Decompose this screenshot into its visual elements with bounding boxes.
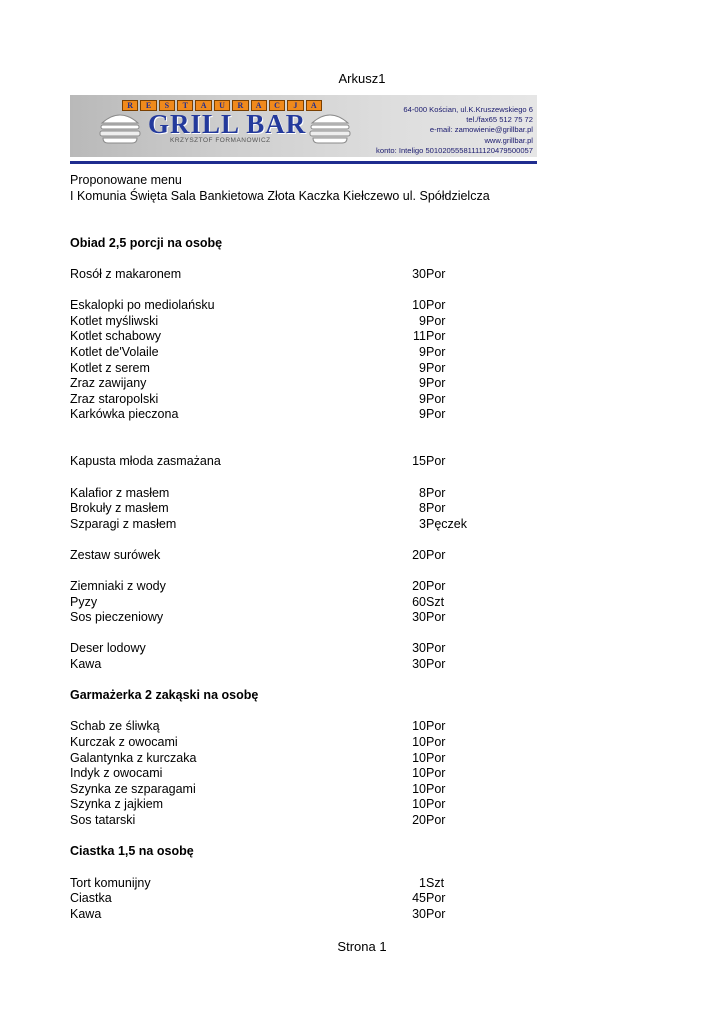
section-heading: Garmażerka 2 zakąski na osobę	[70, 688, 259, 702]
item-unit: Por	[426, 751, 446, 765]
item-unit: Por	[426, 891, 446, 905]
item-unit: Por	[426, 782, 446, 796]
item-name: Zestaw surówek	[70, 548, 161, 562]
intro-line-1: Proponowane menu	[70, 173, 182, 187]
burger-icon	[308, 109, 352, 145]
contact-website: www.grillbar.pl	[484, 135, 533, 145]
item-unit: Por	[426, 548, 446, 562]
item-name: Zraz zawijany	[70, 376, 147, 390]
contact-address: 64-000 Kościan, ul.K.Kruszewskiego 6	[403, 105, 533, 114]
banner-letter: R	[122, 100, 138, 111]
contact-block	[376, 105, 533, 156]
item-unit: Por	[426, 657, 446, 671]
item-name: Kurczak z owocami	[70, 735, 178, 749]
contact-account: konto: Inteligo 50102055581111120479500057	[376, 145, 533, 155]
item-name: Galantynka z kurczaka	[70, 751, 197, 765]
item-name: Szynka ze szparagami	[70, 782, 196, 796]
owner-name: KRZYSZTOF FORMANOWICZ	[170, 137, 271, 144]
item-qty: 20	[412, 548, 426, 562]
item-unit: Por	[426, 486, 446, 500]
item-name: Sos pieczeniowy	[70, 610, 164, 624]
intro-line-2: I Komunia Święta Sala Bankietowa Złota Kaczka Kiełczewo ul. Spółdzielcza	[70, 189, 490, 203]
item-qty: 30	[412, 610, 426, 624]
item-qty: 20	[412, 579, 426, 593]
item-name: Eskalopki po mediolańsku	[70, 298, 215, 312]
item-unit: Por	[426, 454, 446, 468]
item-qty: 30	[412, 641, 426, 655]
item-qty: 10	[412, 735, 426, 749]
item-unit: Por	[426, 376, 446, 390]
item-qty: 9	[419, 407, 426, 421]
item-qty: 9	[419, 345, 426, 359]
banner-letter: A	[306, 100, 322, 111]
item-name: Indyk z owocami	[70, 766, 163, 780]
header-divider	[70, 161, 537, 164]
banner-letter: E	[140, 100, 156, 111]
item-qty: 15	[412, 454, 426, 468]
item-name: Ciastka	[70, 891, 112, 905]
item-unit: Por	[426, 735, 446, 749]
contact-phone: tel./fax65 512 75 72	[466, 115, 533, 125]
item-unit: Szt	[426, 595, 445, 609]
sheet-title: Arkusz1	[338, 71, 386, 86]
banner-letter: C	[269, 100, 285, 111]
item-name: Szparagi z masłem	[70, 517, 177, 531]
item-name: Brokuły z masłem	[70, 501, 169, 515]
item-unit: Por	[426, 610, 446, 624]
item-qty: 10	[412, 797, 426, 811]
item-unit: Pęczek	[426, 517, 467, 531]
letterhead	[70, 95, 537, 157]
item-qty: 3	[419, 517, 426, 531]
item-unit: Por	[426, 392, 446, 406]
item-qty: 20	[412, 813, 426, 827]
burger-icon	[98, 109, 142, 145]
item-name: Kawa	[70, 657, 102, 671]
page-footer: Strona 1	[337, 939, 387, 954]
item-unit: Szt	[426, 876, 445, 890]
item-unit: Por	[426, 407, 446, 421]
item-qty: 8	[419, 501, 426, 515]
item-qty: 45	[412, 891, 426, 905]
item-qty: 30	[412, 907, 426, 921]
item-qty: 10	[412, 766, 426, 780]
item-unit: Por	[426, 361, 446, 375]
item-unit: Por	[426, 329, 446, 343]
item-unit: Por	[426, 907, 446, 921]
section-heading: Obiad 2,5 porcji na osobę	[70, 236, 223, 250]
item-qty: 30	[412, 267, 426, 281]
item-qty: 10	[412, 298, 426, 312]
item-name: Kawa	[70, 907, 102, 921]
item-unit: Por	[426, 579, 446, 593]
item-qty: 1	[419, 876, 426, 890]
banner-letter: U	[214, 100, 230, 111]
item-unit: Por	[426, 766, 446, 780]
banner-letter: A	[251, 100, 267, 111]
item-unit: Por	[426, 345, 446, 359]
item-qty: 9	[419, 361, 426, 375]
item-unit: Por	[426, 267, 446, 281]
item-unit: Por	[426, 813, 446, 827]
banner-letter: J	[287, 100, 303, 111]
section-heading: Ciastka 1,5 na osobę	[70, 844, 194, 858]
item-qty: 60	[412, 595, 426, 609]
item-name: Kotlet de'Volaile	[70, 345, 159, 359]
banner-letter: A	[195, 100, 211, 111]
item-unit: Por	[426, 314, 446, 328]
item-qty: 30	[412, 657, 426, 671]
item-qty: 10	[412, 751, 426, 765]
item-name: Karkówka pieczona	[70, 407, 179, 421]
item-name: Ziemniaki z wody	[70, 579, 166, 593]
item-unit: Por	[426, 641, 446, 655]
item-name: Zraz staropolski	[70, 392, 159, 406]
item-name: Schab ze śliwką	[70, 719, 160, 733]
item-name: Pyzy	[70, 595, 98, 609]
item-name: Kalafior z masłem	[70, 486, 170, 500]
item-name: Kapusta młoda zasmażana	[70, 454, 221, 468]
item-name: Kotlet z serem	[70, 361, 150, 375]
item-qty: 11	[413, 329, 426, 343]
banner-letter: T	[177, 100, 193, 111]
item-qty: 9	[419, 376, 426, 390]
item-name: Kotlet schabowy	[70, 329, 162, 343]
item-qty: 10	[412, 719, 426, 733]
item-qty: 9	[419, 392, 426, 406]
item-name: Tort komunijny	[70, 876, 151, 890]
item-name: Deser lodowy	[70, 641, 146, 655]
item-unit: Por	[426, 797, 446, 811]
banner-letter: R	[232, 100, 248, 111]
item-unit: Por	[426, 501, 446, 515]
item-name: Szynka z jajkiem	[70, 797, 164, 811]
brand-name: GRILL BAR	[148, 109, 307, 139]
item-qty: 9	[419, 314, 426, 328]
item-qty: 10	[412, 782, 426, 796]
item-name: Kotlet myśliwski	[70, 314, 159, 328]
item-unit: Por	[426, 719, 446, 733]
item-unit: Por	[426, 298, 446, 312]
item-name: Sos tatarski	[70, 813, 136, 827]
contact-email: e-mail: zamowienie@grillbar.pl	[429, 125, 533, 135]
banner-letter: S	[159, 100, 175, 111]
item-qty: 8	[419, 486, 426, 500]
item-name: Rosół z makaronem	[70, 267, 182, 281]
